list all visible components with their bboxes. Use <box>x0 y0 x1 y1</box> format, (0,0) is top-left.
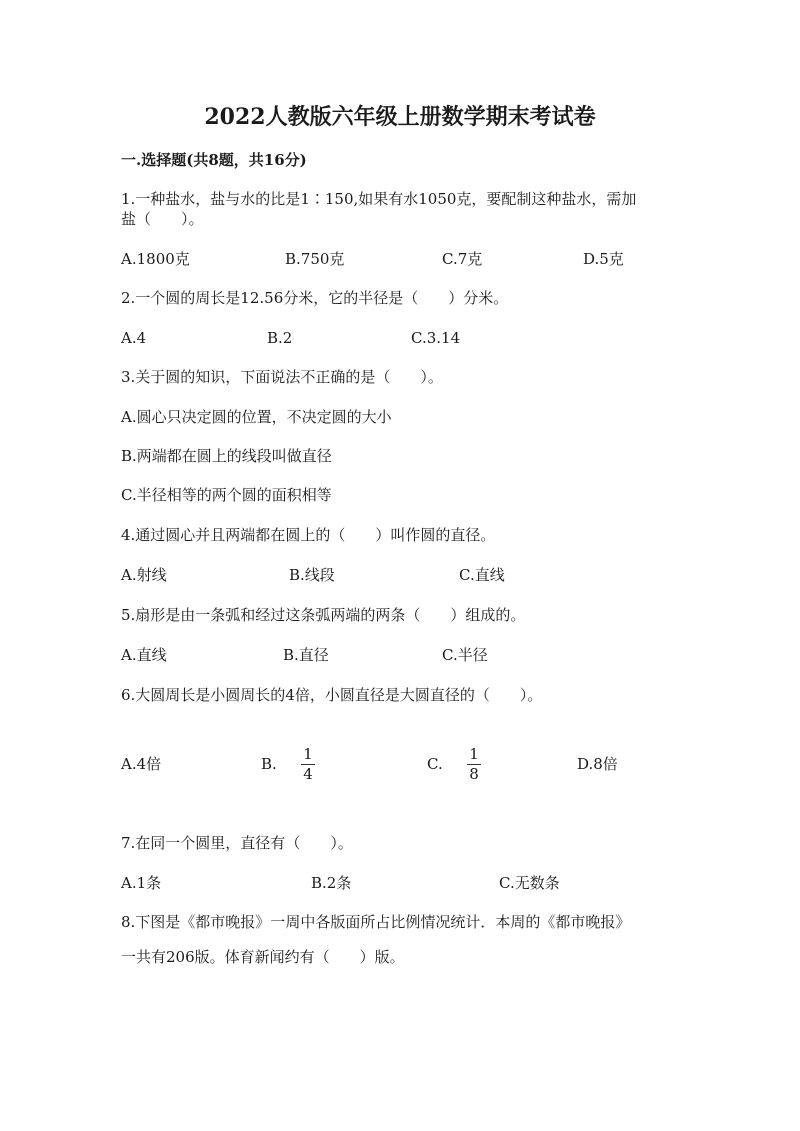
question-8-stem-line-2: 一共有206版。体育新闻约有（ ）版。 <box>121 948 405 966</box>
fraction-numerator: 1 <box>303 745 313 763</box>
question-1-stem-line-2: 盐（ ）。 <box>121 210 204 228</box>
question-7-option-b: B.2条 <box>311 874 352 892</box>
question-5-option-c: C.半径 <box>442 646 488 664</box>
question-2-option-c: C.3.14 <box>411 329 461 347</box>
question-6-option-a: A.4倍 <box>121 755 162 773</box>
question-1-option-b: B.750克 <box>285 250 345 268</box>
question-3-option-b: B.两端都在圆上的线段叫做直径 <box>121 447 332 465</box>
fraction-one-quarter <box>298 746 318 783</box>
fraction-one-eighth <box>464 746 484 783</box>
question-4-stem: 4.通过圆心并且两端都在圆上的（ ）叫作圆的直径。 <box>121 526 496 544</box>
question-3-option-c: C.半径相等的两个圆的面积相等 <box>121 486 332 504</box>
section-heading: 一.选择题(共8题，共16分) <box>121 151 307 169</box>
question-6-stem: 6.大圆周长是小圆周长的4倍，小圆直径是大圆直径的（ ）。 <box>121 686 543 704</box>
fraction-denominator: 4 <box>303 765 313 783</box>
question-7-option-c: C.无数条 <box>499 874 560 892</box>
question-1-stem-line-1: 1.一种盐水，盐与水的比是1∶150,如果有水1050克，要配制这种盐水，需加 <box>121 190 637 208</box>
question-3-stem: 3.关于圆的知识，下面说法不正确的是（ ）。 <box>121 368 443 386</box>
question-3-option-a: A.圆心只决定圆的位置，不决定圆的大小 <box>121 408 392 426</box>
question-7-stem: 7.在同一个圆里，直径有（ ）。 <box>121 834 353 852</box>
fraction-denominator: 8 <box>469 765 479 783</box>
question-2-stem: 2.一个圆的周长是12.56分米，它的半径是（ ）分米。 <box>121 289 509 307</box>
question-5-option-b: B.直径 <box>283 646 329 664</box>
question-4-option-c: C.直线 <box>459 566 505 584</box>
exam-title: 2022人教版六年级上册数学期末考试卷 <box>204 104 596 130</box>
question-5-stem: 5.扇形是由一条弧和经过这条弧两端的两条（ ）组成的。 <box>121 606 526 624</box>
question-6-option-c: C. <box>427 755 443 773</box>
question-7-option-a: A.1条 <box>121 874 162 892</box>
question-4-option-a: A.射线 <box>121 566 167 584</box>
question-2-option-b: B.2 <box>267 329 293 347</box>
question-1-option-c: C.7克 <box>442 250 483 268</box>
question-1-option-a: A.1800克 <box>121 250 190 268</box>
question-6-option-d: D.8倍 <box>577 755 618 773</box>
question-2-option-a: A.4 <box>121 329 147 347</box>
question-5-option-a: A.直线 <box>121 646 167 664</box>
fraction-numerator: 1 <box>469 745 479 763</box>
question-6-option-b: B. <box>261 755 277 773</box>
question-8-stem-line-1: 8.下图是《都市晚报》一周中各版面所占比例情况统计．本周的《都市晚报》 <box>121 913 631 931</box>
question-4-option-b: B.线段 <box>289 566 335 584</box>
question-1-option-d: D.5克 <box>583 250 624 268</box>
